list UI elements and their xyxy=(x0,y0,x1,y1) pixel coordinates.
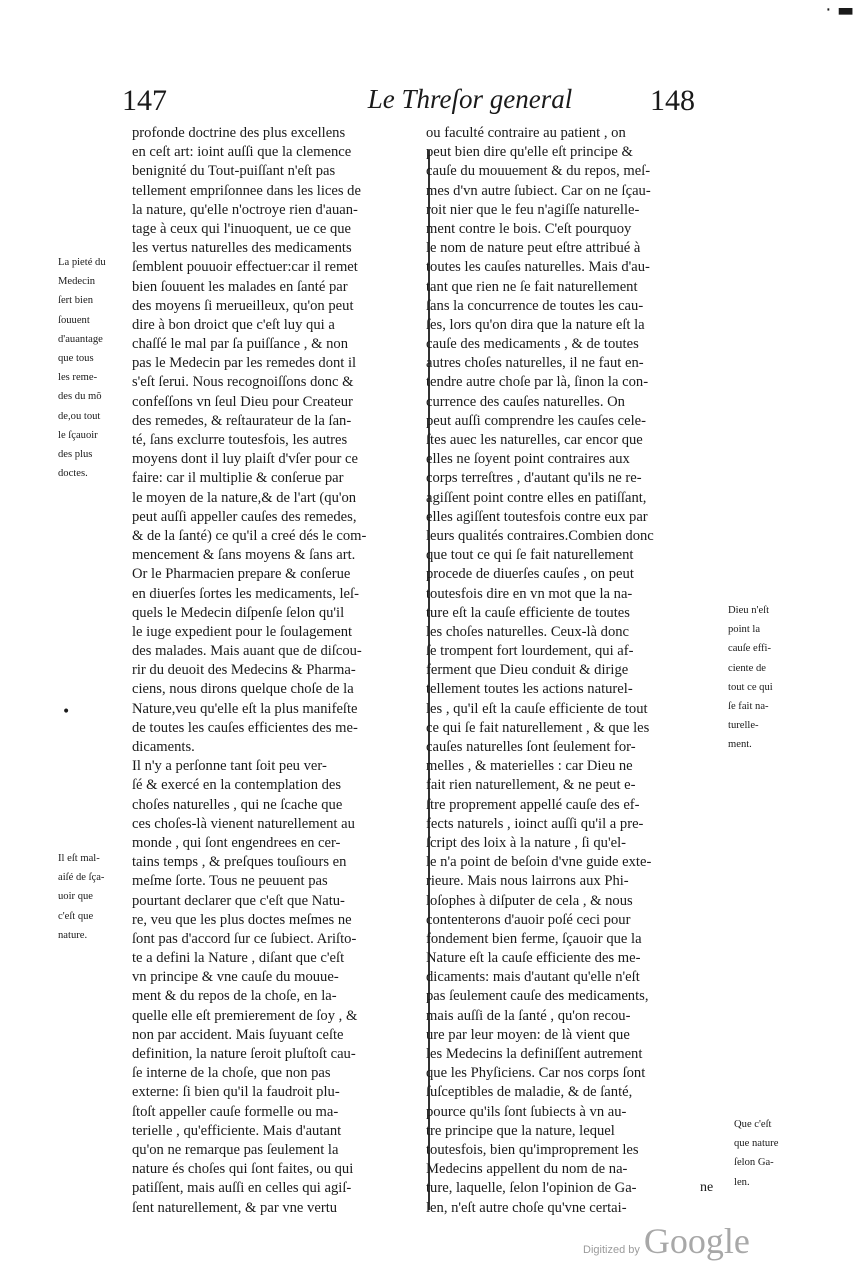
text-line: tage à ceux qui l'inuoquent, ue ce que xyxy=(132,220,352,237)
text-line: meſme ſorte. Tous ne peuuent pas xyxy=(132,873,328,890)
text-line: fects naturels , ioinct auſſi qu'il a pre- xyxy=(426,815,644,832)
note-line: ſe fait na- xyxy=(728,700,769,712)
text-line: Il n'y a perſonne tant ſoit peu ver- xyxy=(132,758,327,775)
text-line: ſemblent pouuoir effectuer:car il remet xyxy=(132,259,358,276)
watermark-prefix: Digitized by xyxy=(583,1244,640,1256)
text-line: choſes naturelles , qui ne ſcache que xyxy=(132,796,343,813)
text-line: peut auſſi appeller cauſes des remedes, xyxy=(132,508,357,525)
text-line: quelle elle eſt premierement de ſoy , & xyxy=(132,1007,358,1024)
text-line: pas ſeulement cauſe des medicaments, xyxy=(426,988,649,1005)
text-line: non par accident. Mais ſuyuant ceſte xyxy=(132,1026,344,1043)
text-line: la nature, qu'elle n'octroye rien d'auan- xyxy=(132,201,358,218)
note-line: le ſçauoir xyxy=(58,429,98,441)
text-line: loſophes à diſputer de cela , & nous xyxy=(426,892,633,909)
text-line: profonde doctrine des plus excellens xyxy=(132,125,346,141)
text-line: dicaments. xyxy=(132,739,195,755)
note-line: Que c'eſt xyxy=(734,1119,772,1130)
text-line: ſtoſt appeller cauſe formelle ou ma- xyxy=(132,1103,339,1120)
text-line: ou faculté contraire au patient , on xyxy=(426,125,626,141)
text-line: des remedes, & reſtaurateur de la ſan- xyxy=(132,412,352,429)
text-line: te a defini la Nature , diſant que c'eſt xyxy=(132,950,345,967)
text-line: quels le Medecin diſpenſe ſelon qu'il xyxy=(132,604,345,621)
text-line: currence des cauſes naturelles. On xyxy=(426,393,625,410)
text-line: cauſes naturelles ſont ſeulement for- xyxy=(426,739,636,755)
text-line: moyens dont il luy plaiſt d'vſer pour ce xyxy=(132,451,358,468)
note-line: ſelon Ga- xyxy=(734,1157,774,1169)
text-line: nature és choſes qui ſont faites, ou qui xyxy=(132,1161,354,1178)
text-line: que tout ce qui ſe fait naturellement xyxy=(426,547,634,564)
text-line: ſans la concurrence de toutes les cau- xyxy=(426,297,644,314)
text-line: ment & du repos de la choſe, en la- xyxy=(132,988,337,1005)
running-title: Le Threſor general xyxy=(367,84,573,114)
top-edge-fragment: ‧ ▬ xyxy=(825,0,854,21)
note-line: d'auantage xyxy=(58,333,103,345)
margin-note-galen-nature xyxy=(734,1118,814,1195)
note-line: ſouuent xyxy=(58,314,90,326)
digitized-watermark xyxy=(583,1220,750,1262)
text-line: té, ſans exclurre toutesfois, les autres xyxy=(132,432,348,448)
text-line: tellement toutes les actions naturel- xyxy=(426,681,633,698)
text-line: ſtre proprement appellé cauſe des ef- xyxy=(426,796,640,813)
text-line: ſes, lors qu'on dira que la nature eſt la xyxy=(426,316,645,333)
text-line: ſcript des loix à la nature , ſi qu'el- xyxy=(426,834,626,851)
text-line: ferment que Dieu conduit & dirige xyxy=(426,662,629,679)
note-line: de,ou tout xyxy=(58,410,101,422)
text-line: mes d'vn autre ſubiect. Car on ne ſçau- xyxy=(426,182,651,199)
text-line: les vertus naturelles des medicaments xyxy=(132,240,352,257)
text-line: agiſſent point contre elles en patiſſant, xyxy=(426,489,647,506)
text-line: des moyens ſi merueilleux, qu'on peut xyxy=(132,297,354,314)
note-line: que nature xyxy=(734,1138,779,1150)
text-line: toutes les cauſes naturelles. Mais d'au- xyxy=(426,259,650,276)
text-line: rir du deuoit des Medecins & Pharma- xyxy=(132,662,356,679)
note-line: tout ce qui xyxy=(728,681,773,693)
note-line: ſert bien xyxy=(58,295,94,307)
text-line: fondement bien ferme, ſçauoir que la xyxy=(426,930,642,947)
note-line: aiſé de ſça- xyxy=(58,872,105,884)
note-line: point la xyxy=(728,624,761,636)
text-line: dicaments: mais d'autant qu'elle n'eſt xyxy=(426,969,640,986)
text-line: procede de diuerſes cauſes , on peut xyxy=(426,566,634,583)
note-line: des du mõ xyxy=(58,391,102,403)
text-line: pas le Medecin par les remedes dont il xyxy=(132,355,357,372)
note-line: Medecin xyxy=(58,276,96,288)
text-line: ſtes auec les naturelles, car encor que xyxy=(426,432,643,448)
text-line: dire à bon droict que c'eſt luy qui a xyxy=(132,316,335,333)
note-line: doctes. xyxy=(58,468,88,480)
text-line: mencement & ſans moyens & ſans art. xyxy=(132,547,356,564)
text-line: qu'on ne remarque pas ſeulement la xyxy=(132,1141,339,1158)
text-line: Nature eſt la cauſe efficiente des me- xyxy=(426,950,641,967)
text-line: elles agiſſent toutesfois contre eux par xyxy=(426,508,648,525)
text-line: definition, la nature ſeroit pluſtoſt cau- xyxy=(132,1046,356,1062)
text-line: benignité du Tout-puiſſant n'eſt pas xyxy=(132,163,336,180)
text-line: tant que rien ne ſe fait naturellement xyxy=(426,278,638,295)
text-line: chaſſé le mal par ſa puiſſance , & non xyxy=(132,336,348,353)
text-line: len, n'eſt autre choſe qu'vne certai- xyxy=(426,1199,627,1216)
text-line: autres choſes naturelles, il ne faut en- xyxy=(426,355,644,372)
text-line: ſent naturellement, & par vne vertu xyxy=(132,1199,338,1216)
text-line: le n'a point de beſoin d'vne guide exte- xyxy=(426,854,652,871)
text-line: Or le Pharmacien prepare & conſerue xyxy=(132,566,351,583)
text-line: monde , qui ſont engendrees en cer- xyxy=(132,834,341,851)
text-line: le nom de nature peut eſtre attribué à xyxy=(426,240,641,257)
text-line: Medecins appellent du nom de na- xyxy=(426,1161,628,1178)
left-text-column xyxy=(132,124,422,1218)
text-line: ture eſt la cauſe efficiente de toutes xyxy=(426,604,630,621)
text-line: toutesfois, bien qu'improprement les xyxy=(426,1141,639,1158)
note-line: les reme- xyxy=(58,372,98,384)
text-line: le iuge expedient pour le ſoulagement xyxy=(132,623,353,640)
text-line: ſe trompent fort lourdement, qui af- xyxy=(426,643,634,660)
text-line: ciens, nous dirons quelque choſe de la xyxy=(132,681,354,698)
text-line: elles ne ſoyent point contraires aux xyxy=(426,451,630,468)
note-line: c'eſt que xyxy=(58,910,94,922)
text-line: ce qui ſe fait naturellement , & que les xyxy=(426,719,650,736)
text-line: des malades. Mais auant que de diſcou- xyxy=(132,643,362,660)
margin-dot: • xyxy=(62,704,71,720)
text-line: ſuſceptibles de maladie, & de ſanté, xyxy=(426,1084,633,1101)
text-line: le moyen de la nature,& de l'art (qu'on xyxy=(132,489,357,506)
text-line: en diuerſes ſortes les medicaments, leſ- xyxy=(132,585,359,602)
text-line: melles , & materielles : car Dieu ne xyxy=(426,758,633,775)
margin-note-nature-hard-to-define xyxy=(58,852,124,948)
text-line: tellement empriſonnee dans les lices de xyxy=(132,182,361,199)
text-line: les choſes naturelles. Ceux-là donc xyxy=(426,623,630,640)
note-line: cauſe effi- xyxy=(728,643,772,655)
text-line: pourtant declarer que c'eſt que Natu- xyxy=(132,892,345,909)
text-line: toutesfois dire en vn mot que la na- xyxy=(426,585,633,602)
text-line: rieure. Mais nous lairrons aux Phi- xyxy=(426,873,629,890)
text-line: fait rien naturellement, & ne peut e- xyxy=(426,777,636,794)
note-line: Dieu n'eſt xyxy=(728,605,770,616)
note-line: turelle- xyxy=(728,720,759,732)
margin-note-god-not-efficient-cause xyxy=(728,604,820,758)
note-line: ment. xyxy=(728,739,752,751)
note-line: uoir que xyxy=(58,891,94,903)
text-line: bien ſouuent les malades en ſanté par xyxy=(132,278,348,295)
text-line: que les Phyſiciens. Car nos corps ſont xyxy=(426,1065,646,1082)
note-line: ciente de xyxy=(728,662,766,674)
text-line: contenterons d'auoir poſé ceci pour xyxy=(426,911,631,928)
text-line: faire: car il multiplie & conſerue par xyxy=(132,470,344,487)
text-line: ſe interne de la choſe, que non pas xyxy=(132,1065,331,1082)
text-line: Nature,veu qu'elle eſt la plus manifeſte xyxy=(132,700,358,717)
note-line: La pieté du xyxy=(58,257,106,268)
text-line: vn principe & vne cauſe du mouue- xyxy=(132,969,339,986)
text-line: ture, laquelle, ſelon l'opinion de Ga- xyxy=(426,1180,637,1197)
text-line: peut bien dire qu'elle eſt principe & xyxy=(426,144,633,161)
text-line: de toutes les cauſes efficientes des me- xyxy=(132,719,358,736)
margin-note-piety-of-physician xyxy=(58,256,132,486)
text-line: ces choſes-là vienent naturellement au xyxy=(132,815,355,832)
text-line: patiſſent, mais auſſi en celles qui agiſ- xyxy=(132,1180,352,1197)
text-line: ſont pas d'accord ſur ce ſubiect. Ariſto- xyxy=(132,930,357,947)
text-line: les , qu'il eſt la cauſe efficiente de tout xyxy=(426,700,648,717)
text-line: ment contre le bois. C'eſt pourquoy xyxy=(426,220,632,237)
text-line: ſé & exercé en la contemplation des xyxy=(132,777,342,794)
text-line: peut auſſi comprendre les cauſes cele- xyxy=(426,412,647,429)
note-line: nature. xyxy=(58,929,88,941)
google-logo: Google xyxy=(643,1221,750,1261)
text-line: les Medecins la definiſſent autrement xyxy=(426,1046,643,1062)
text-line: & de la ſanté) ce qu'il a creé dés le com- xyxy=(132,527,367,544)
text-line: mais auſſi de la ſanté , qu'on recou- xyxy=(426,1007,631,1024)
text-line: cauſe des medicaments , & de toutes xyxy=(426,336,639,353)
text-line: roit nier que le feu n'agiſſe naturelle- xyxy=(426,201,640,218)
note-line: des plus xyxy=(58,448,93,460)
catchword: ne xyxy=(700,1180,714,1195)
text-line: externe: ſi bien qu'il la faudroit plu- xyxy=(132,1084,340,1101)
right-text-column xyxy=(426,124,718,1218)
text-line: tendre autre choſe par là, ſinon la con- xyxy=(426,374,649,391)
page-number-right: 148 xyxy=(650,84,695,117)
text-line: cauſe du mouuement & du repos, meſ- xyxy=(426,163,651,180)
text-line: ure par leur moyen: de là vient que xyxy=(426,1026,630,1043)
note-line: len. xyxy=(734,1176,750,1188)
text-line: leurs qualités contraires.Combien donc xyxy=(426,527,654,544)
note-line: que tous xyxy=(58,352,94,364)
text-line: tains temps , & preſques touſiours en xyxy=(132,854,347,871)
note-line: Il eſt mal- xyxy=(58,853,100,864)
text-line: tre principe que la nature, lequel xyxy=(426,1122,615,1139)
text-line: s'eſt ſerui. Nous recognoiſſons donc & xyxy=(132,374,354,391)
page-number-left: 147 xyxy=(122,84,167,117)
text-line: en ceſt art: ioint auſſi que la clemence xyxy=(132,144,352,161)
text-line: confeſſons vn ſeul Dieu pour Createur xyxy=(132,393,353,410)
text-line: corps terreſtres , d'autant qu'ils ne re- xyxy=(426,470,642,487)
text-line: terielle , qu'efficiente. Mais d'autant xyxy=(132,1122,342,1139)
text-line: re, veu que les plus doctes meſmes ne xyxy=(132,911,352,928)
text-line: pource qu'ils ſont ſubiects à vn au- xyxy=(426,1103,627,1120)
